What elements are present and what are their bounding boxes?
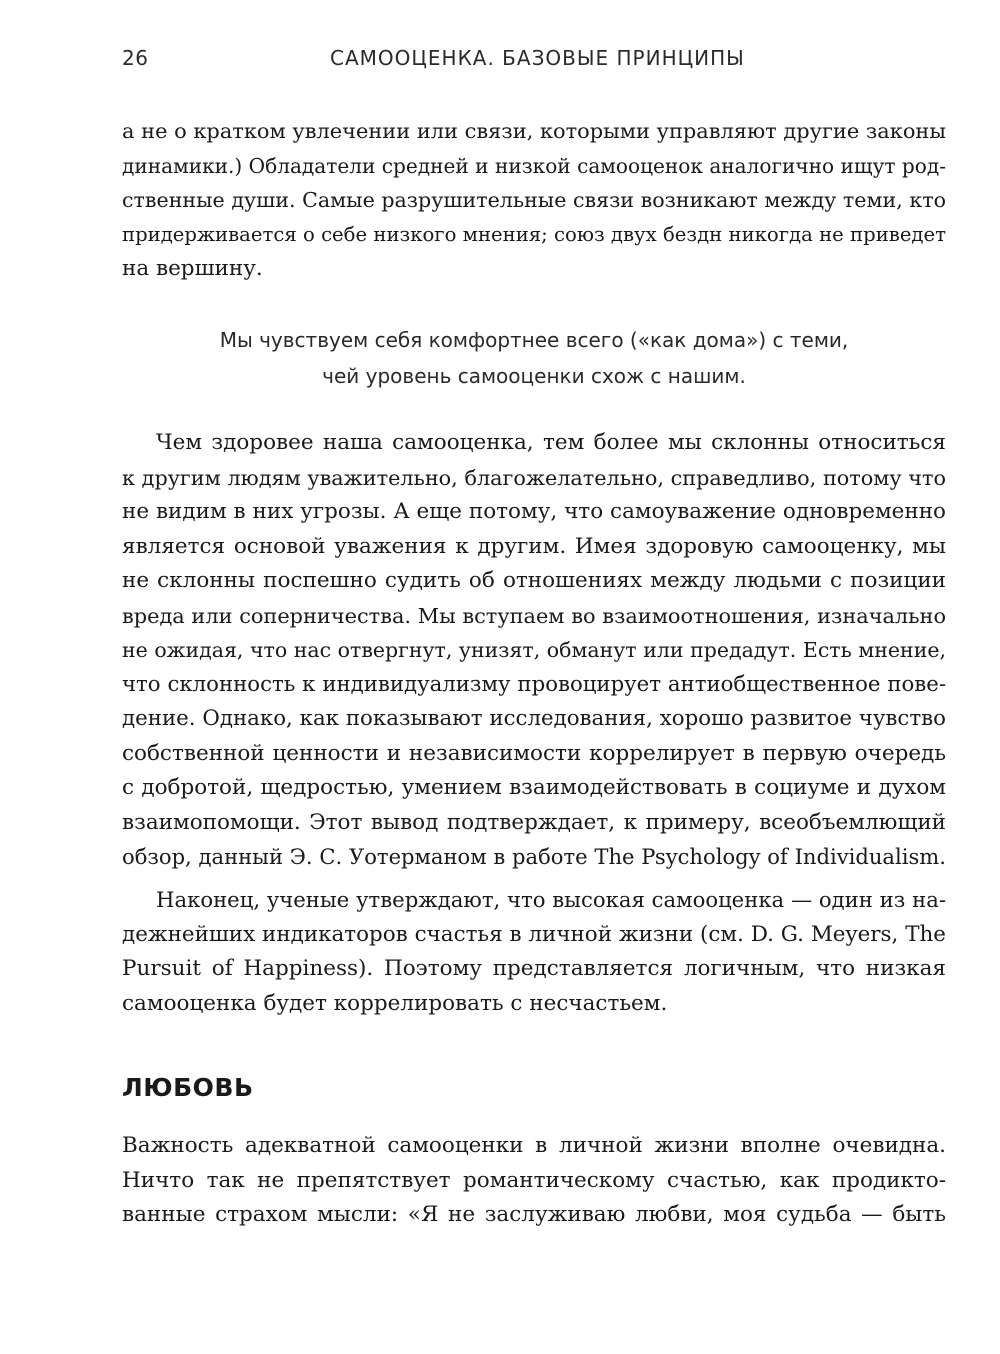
text-line: к другим людям уважительно, благожелательно, справедливо, потому что xyxy=(122,465,946,490)
text-line: придерживается о себе низкого мнения; союз двух бездн никогда не приведет xyxy=(122,222,946,246)
text-line: вреда или соперничества. Мы вступаем во взаимоотношения, изначально xyxy=(122,603,946,628)
text-line: на вершину. xyxy=(122,256,263,281)
text-line: ственные души. Самые разрушительные связи возникают между теми, кто xyxy=(122,188,946,212)
text-line: собственной ценности и независимости коррелирует в первую очередь xyxy=(122,740,946,766)
text-line: ванные страхом мысли: «Я не заслуживаю любви, моя судьба — быть xyxy=(122,1202,946,1227)
page-number: 26 xyxy=(122,46,149,70)
text-line: не видим в них угрозы. А еще потому, что самоуважение одновременно xyxy=(122,499,946,524)
section-heading: ЛЮБОВЬ xyxy=(122,1073,254,1102)
text-line: дежнейших индикаторов счастья в личной жизни (см. D. G. Meyers, The xyxy=(122,921,946,947)
text-line: Ничто так не препятствует романтическому счастью, как продикто- xyxy=(122,1167,946,1193)
text-line: с добротой, щедростью, умением взаимодействовать в социуме и духом xyxy=(122,775,946,800)
running-head xyxy=(122,46,940,76)
running-title: САМООЦЕНКА. БАЗОВЫЕ ПРИНЦИПЫ xyxy=(330,46,745,70)
pull-quote-line: Мы чувствуем себя комфортнее всего («как дома») с теми, xyxy=(219,328,849,352)
paragraph-1 xyxy=(122,114,946,287)
text-line: а не о кратком увлечении или связи, которыми управляют другие законы xyxy=(122,119,946,143)
text-line: является основой уважения к другим. Имея здоровую самооценку, мы xyxy=(122,533,946,559)
text-line: взаимопомощи. Этот вывод подтверждает, к примеру, всеобъемлющий xyxy=(122,809,946,835)
text-line: Pursuit of Happiness). Поэтому представляется логичным, что низкая xyxy=(122,956,946,981)
pull-quote xyxy=(122,322,946,394)
text-line: Наконец, ученые утверждают, что высокая самооценка — один из на- xyxy=(156,887,946,912)
paragraph-3 xyxy=(122,883,946,1021)
text-line: не ожидая, что нас отвергнут, унизят, обманут или предадут. Есть мнение, xyxy=(122,638,946,662)
text-line: что склонность к индивидуализму провоцирует антиобщественное пове- xyxy=(122,671,946,697)
text-line: самооценка будет коррелировать с несчастьем. xyxy=(122,990,668,1016)
text-line: динамики.) Обладатели средней и низкой самооценок аналогично ищут род- xyxy=(122,153,946,178)
paragraph-4 xyxy=(122,1129,946,1233)
text-line: обзор, данный Э. С. Уотерманом в работе The Psychology of Individualism. xyxy=(122,844,946,869)
pull-quote-line: чей уровень самооценки схож с нашим. xyxy=(322,364,746,388)
text-line: Чем здоровее наша самооценка, тем более мы склонны относиться xyxy=(156,430,946,455)
paragraph-2 xyxy=(122,426,946,875)
text-line: Важность адекватной самооценки в личной жизни вполне очевидна. xyxy=(122,1133,946,1158)
text-line: дение. Однако, как показывают исследования, хорошо развитое чувство xyxy=(122,706,946,731)
text-line: не склонны поспешно судить об отношениях между людьми с позиции xyxy=(122,568,946,593)
